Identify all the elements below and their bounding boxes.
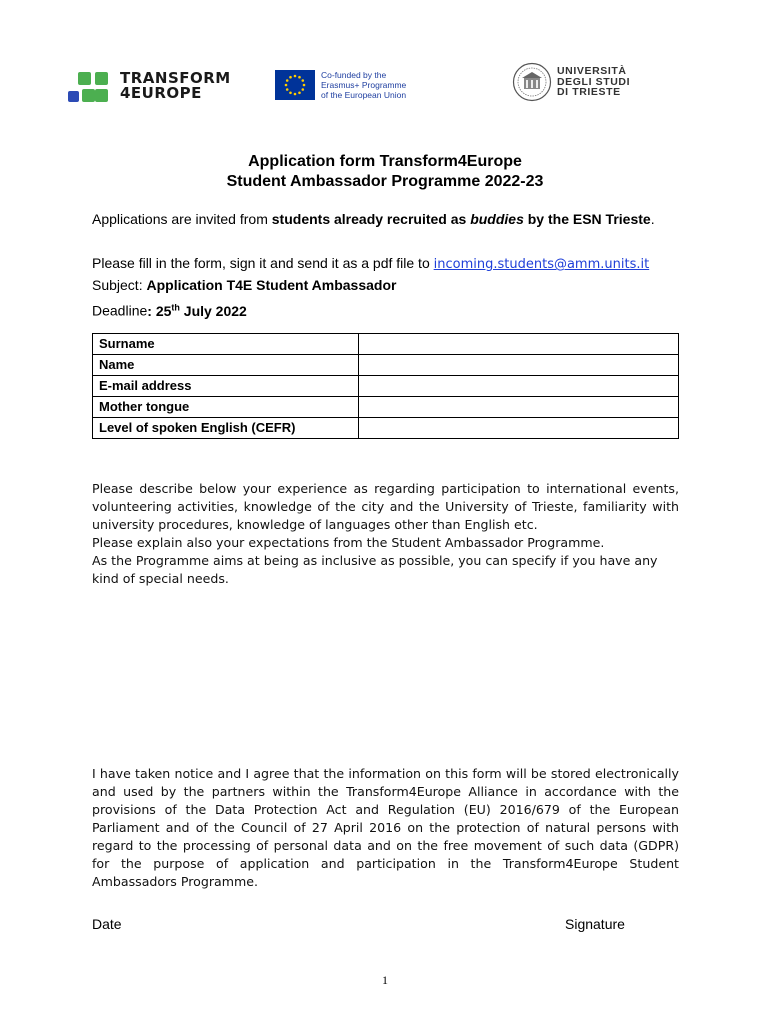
deadline-line	[92, 296, 679, 322]
subject-value: Application T4E Student Ambassador	[146, 277, 397, 293]
deadline-label: Deadline	[92, 302, 148, 319]
logo-square-icon	[78, 72, 91, 85]
logo-square-icon	[68, 91, 79, 102]
instruction-text: Please fill in the form, sign it and send it as a pdf file to	[92, 255, 434, 271]
university-logo-text	[557, 66, 630, 98]
page-subtitle: Student Ambassador Programme 2022-23	[226, 173, 544, 190]
t4e-logo-line1: TRANSFORM	[120, 69, 231, 87]
logo-square-icon	[95, 89, 108, 102]
intro-italic-text: buddies	[470, 211, 524, 227]
eu-logo-line3: of the European Union	[321, 90, 407, 100]
description-paragraph-3: As the Programme aims at being as inclusive as possible, you can specify if you have any kind of special needs.	[92, 553, 658, 586]
t4e-logo-line2: 4EUROPE	[120, 84, 202, 102]
intro-end: .	[650, 211, 655, 227]
intro-paragraph	[92, 208, 679, 230]
field-label-email: E-mail address	[93, 376, 359, 397]
univ-logo-line3: DI TRIESTE	[557, 86, 621, 98]
intro-bold-text: students already recruited as	[271, 211, 471, 227]
applicant-form-table	[92, 333, 679, 439]
erasmus-cofunded-logo	[275, 70, 425, 100]
table-row	[93, 355, 679, 376]
logo-square-icon	[95, 72, 108, 85]
field-input-email[interactable]	[359, 376, 679, 397]
field-label-name: Name	[93, 355, 359, 376]
subject-label: Subject:	[92, 277, 147, 293]
description-paragraph-1: Please describe below your experience as regarding participation to international events, volunteering activities, knowledge of the city and the University of Trieste, familiarity with university procedures, knowledge of languages other than English etc.	[92, 481, 679, 532]
consent-paragraph: I have taken notice and I agree that the information on this form will be stored electronically and used by the partners within the Transform4Europe Alliance in accordance with the provisions of the Data Protection Act and Regulation (EU) 2016/679 of the European Parliament and of the Council of 27 April 2016 on the protection of natural persons with regard to the processing of personal data and on the free movement of such data (GDPR) for the purpose of application and participation in the Transform4Europe Student Ambassadors Programme.	[92, 766, 679, 889]
field-input-mother-tongue[interactable]	[359, 397, 679, 418]
univ-logo-line2: DEGLI STUDI	[557, 75, 631, 88]
table-row	[93, 418, 679, 439]
instruction-paragraph	[92, 252, 679, 276]
field-input-surname[interactable]	[359, 334, 679, 355]
intro-bold-text-2: by the ESN Trieste	[523, 211, 651, 227]
university-trieste-logo	[512, 62, 642, 102]
page-number: 1	[382, 973, 388, 987]
deadline-sup: th	[171, 302, 180, 312]
field-input-english-level[interactable]	[359, 418, 679, 439]
eu-logo-text	[321, 70, 406, 100]
description-paragraph-2: Please explain also your expectations from the Student Ambassador Programme.	[92, 535, 605, 550]
email-link[interactable]: incoming.students@amm.units.it	[433, 257, 650, 272]
signature-label: Signature	[565, 916, 625, 932]
eu-flag-icon	[275, 70, 315, 100]
field-input-name[interactable]	[359, 355, 679, 376]
page-title: Application form Transform4Europe	[248, 153, 522, 170]
date-label: Date	[92, 916, 122, 932]
subject-line	[92, 274, 679, 296]
table-row	[93, 334, 679, 355]
t4e-logo-text	[120, 71, 231, 101]
table-row	[93, 376, 679, 397]
deadline-month-year: July 2022	[179, 302, 247, 319]
field-label-surname: Surname	[93, 334, 359, 355]
eu-logo-line2: Erasmus+ Programme	[321, 80, 407, 90]
deadline-day: : 25	[147, 302, 172, 319]
table-row	[93, 397, 679, 418]
transform4europe-logo	[68, 70, 258, 102]
eu-logo-line1: Co-funded by the	[321, 70, 387, 80]
field-label-mother-tongue: Mother tongue	[93, 397, 359, 418]
logo-square-icon	[82, 89, 95, 102]
univ-logo-line1: UNIVERSITÀ	[557, 65, 627, 77]
university-seal-icon	[512, 62, 552, 102]
intro-text: Applications are invited from	[92, 211, 272, 227]
field-label-english-level: Level of spoken English (CEFR)	[93, 418, 359, 439]
